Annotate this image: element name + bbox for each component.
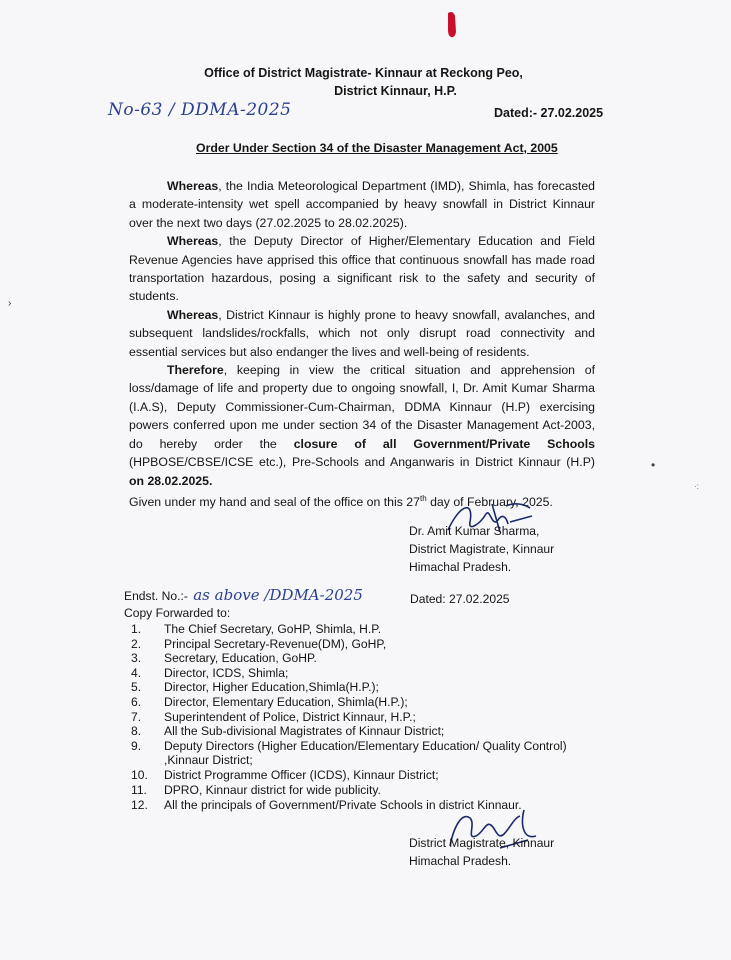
dated-header: Dated:- 27.02.2025 (494, 106, 604, 120)
list-item-number: 1. (131, 622, 142, 636)
stray-mark: ·: (694, 482, 699, 491)
list-item (131, 622, 601, 637)
list-item (131, 768, 601, 783)
list-item (131, 783, 601, 798)
list-item-text: ,Kinnaur District; (164, 753, 253, 768)
list-item (131, 651, 601, 666)
signatory-designation-2: District Magistrate, Kinnaur (409, 836, 555, 850)
list-item-number: 3. (131, 651, 142, 666)
list-item (131, 724, 601, 739)
signature-block-2 (409, 834, 554, 870)
order-subject: Order Under Section 34 of the Disaster Management Act, 2005 (196, 141, 558, 155)
office-title: Office of District Magistrate- Kinnaur at Reckong Peo, (204, 66, 523, 80)
given-under-hand: Given under my hand and seal of the office on this 27th day of February, 2025. (129, 493, 553, 509)
stray-mark: • (651, 458, 656, 472)
list-item-text: Director, ICDS, Shimla; (164, 665, 289, 680)
list-item-number: 4. (131, 665, 142, 680)
list-item (131, 680, 601, 695)
paragraph-3: Whereas, District Kinnaur is highly prone to heavy snowfall, avalanches, and subsequent landslides/rockfalls, which not only disrupt road connectivity and essential services but also endanger the lives and well-being of residents. (129, 307, 595, 359)
signatory-state: Himachal Pradesh. (409, 560, 512, 574)
list-item-number: 10. (131, 767, 148, 782)
list-item-text: Director, Higher Education,Shimla(H.P.); (164, 680, 379, 695)
signatory-designation: District Magistrate, Kinnaur (409, 542, 555, 556)
list-item (131, 695, 601, 710)
list-item (131, 753, 601, 768)
handwritten-ref-no: No-63 / DDMA-2025 (108, 100, 292, 120)
paragraph-4: Therefore, keeping in view the critical situation and apprehension of loss/damage of life and property due to ongoing snowfall, I, Dr. Amit Kumar Sharma (I.A.S), Deputy Commissioner-Cum-Chairman, DDMA Kinnaur (H.P) exercising powers conferred upon me under section 34 of the Disaster Management Act-2003, do hereby order the closure of all Government/Private Schools (HPBOSE/CBSE/ICSE etc.), Pre-Schools and Anganwaris in District Kinnaur (H.P) on 28.02.2025. (129, 363, 595, 488)
list-item-text: The Chief Secretary, GoHP, Shimla, H.P. (164, 622, 382, 636)
list-item (131, 739, 601, 754)
signatory-state-2: Himachal Pradesh. (409, 854, 512, 868)
list-item-text: All the Sub-divisional Magistrates of Kinnaur District; (164, 724, 445, 739)
signature-block-1 (409, 522, 554, 576)
list-item-number: 6. (131, 694, 142, 709)
list-item-text: Principal Secretary-Revenue(DM), GoHP, (164, 636, 387, 651)
list-item-number: 9. (131, 738, 142, 753)
list-item-number: 5. (131, 680, 142, 695)
list-item-text: District Programme Officer (ICDS), Kinnaur District; (164, 767, 439, 782)
list-item-text: Superintendent of Police, District Kinnaur, H.P.; (164, 709, 416, 724)
list-item-number: 7. (131, 709, 142, 724)
list-item-number: 2. (131, 636, 142, 651)
list-item (131, 666, 601, 681)
handwritten-endst-no: as above /DDMA-2025 (193, 586, 363, 604)
endorsement-dated: Dated: 27.02.2025 (410, 592, 510, 606)
stray-mark: › (8, 298, 12, 309)
copy-forwarded-label: Copy Forwarded to: (124, 606, 231, 620)
list-item (131, 637, 601, 652)
office-district: District Kinnaur, H.P. (334, 84, 457, 98)
paragraph-2: Whereas, the Deputy Director of Higher/Elementary Education and Field Revenue Agencies have apprised this office that continuous snowfall has made road transportation hazardous, posing a significant risk to the safety and security of students. (129, 234, 595, 304)
red-ink-mark (444, 10, 458, 40)
list-item-text: Deputy Directors (Higher Education/Elementary Education/ Quality Control) (164, 738, 567, 753)
list-item-text: DPRO, Kinnaur district for wide publicity. (164, 782, 381, 797)
list-item-number: 12. (131, 798, 148, 813)
list-item-number: 11. (131, 782, 147, 797)
list-item-text: Secretary, Education, GoHP. (164, 651, 317, 666)
list-item-text: Director, Elementary Education, Shimla(H.P.); (164, 694, 408, 709)
list-item (131, 710, 601, 725)
copy-forwarded-list (131, 622, 601, 813)
order-body (129, 177, 595, 511)
list-item-number: 8. (131, 724, 142, 739)
list-item-text: All the principals of Government/Private Schools in district Kinnaur. (164, 798, 522, 813)
paragraph-1: Whereas, the India Meteorological Department (IMD), Shimla, has forecasted a moderate-intensity wet spell accompanied by heavy snowfall in District Kinnaur over the next two days (27.02.2025 to 28.02.2025). (129, 179, 595, 230)
endorsement-number: Endst. No.:- as above /DDMA-2025 (124, 586, 363, 604)
signatory-name: Dr. Amit Kumar Sharma, (409, 524, 540, 538)
